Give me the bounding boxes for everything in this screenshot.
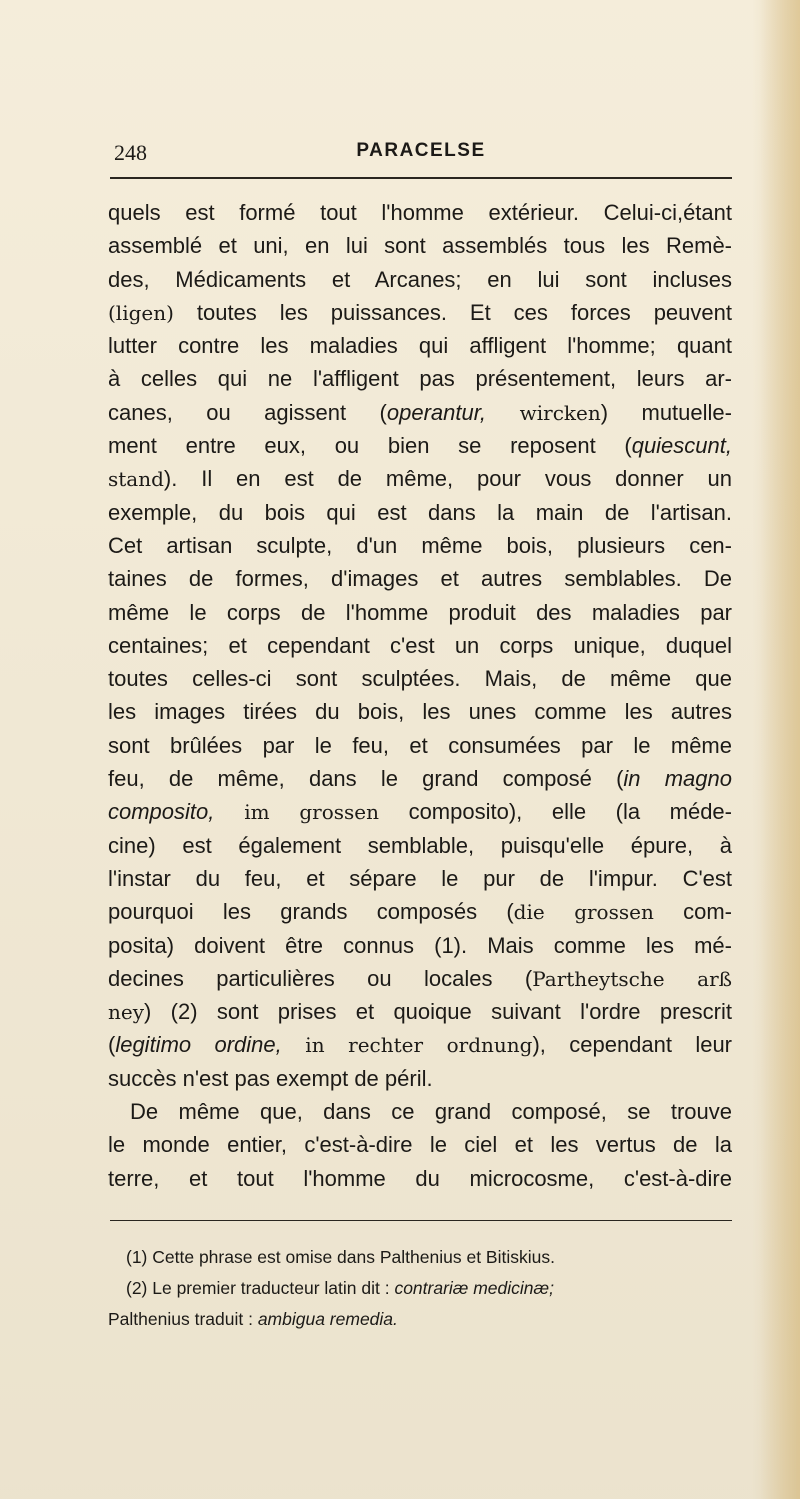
text-span: feu, de même, dans le grand composé ( <box>108 766 624 792</box>
text-span: composito), elle (la méde- <box>379 799 732 825</box>
text-line: les images tirées du bois, les unes comme les autres <box>108 699 732 725</box>
text-line: à celles qui ne l'affligent pas présentement, leurs ar- <box>108 366 732 392</box>
text-line: lutter contre les maladies qui affligent l'homme; quant <box>108 333 732 359</box>
german-term: wircken <box>485 400 601 425</box>
page-number: 248 <box>114 140 147 165</box>
footnote-2 <box>108 1273 732 1304</box>
latin-term: operantur, <box>386 399 486 425</box>
text-line <box>108 995 732 1028</box>
header-rule <box>110 177 732 179</box>
text-line: Cet artisan sculpte, d'un même bois, plusieurs cen- <box>108 532 732 558</box>
german-term: (ligen) <box>108 300 174 325</box>
text-line: quels est formé tout l'homme extérieur. Celui-ci,étant <box>108 200 732 225</box>
text-line: l'instar du feu, et sépare le pur de l'impur. C'est <box>108 865 732 891</box>
text-line <box>108 962 732 995</box>
german-term: ney <box>108 1000 145 1025</box>
text-line <box>108 429 732 462</box>
text-span: com- <box>653 899 733 925</box>
text-line: taines de formes, d'images et autres semblables. De <box>108 566 732 592</box>
text-span: ), cependant leur <box>532 1032 733 1058</box>
text-line <box>108 895 732 928</box>
latin-term: composito, <box>108 799 215 825</box>
text-span: Palthenius traduit : <box>108 1309 258 1329</box>
footnotes <box>108 1242 732 1335</box>
text-line: cine) est également semblable, puisqu'elle épure, à <box>108 832 732 858</box>
text-line: assemblé et uni, en lui sont assemblés tous les Remè- <box>108 233 732 259</box>
page-header <box>110 140 732 170</box>
latin-term: legitimo ordine, <box>115 1032 282 1058</box>
footnote-1: (1) Cette phrase est omise dans Palthenius et Bitiskius. <box>126 1247 555 1267</box>
text-span: ) (2) sont prises et quoique suivant l'ordre prescrit <box>144 999 732 1025</box>
latin-term: ambigua remedia. <box>257 1309 398 1329</box>
text-line: même le corps de l'homme produit des maladies par <box>108 599 732 625</box>
text-line <box>108 296 732 329</box>
text-span: ment entre eux, ou bien se reposent ( <box>108 433 632 459</box>
footnote-rule <box>110 1220 732 1221</box>
text-line: toutes celles-ci sont sculptées. Mais, de même que <box>108 666 732 692</box>
german-term: stand <box>108 467 164 492</box>
text-span: ( <box>108 1032 116 1058</box>
german-term: in rechter ordnung <box>281 1033 533 1058</box>
text-line: centaines; et cependant c'est un corps unique, duquel <box>108 632 732 658</box>
text-line: posita) doivent être connus (1). Mais comme les mé- <box>108 932 732 958</box>
text-line <box>108 795 732 828</box>
text-line: des, Médicaments et Arcanes; en lui sont incluses <box>108 266 732 292</box>
german-term: im grossen <box>214 800 380 825</box>
latin-term: in magno <box>623 766 732 792</box>
running-title: PARACELSE <box>356 140 486 161</box>
text-line: le monde entier, c'est-à-dire le ciel et les vertus de la <box>108 1132 732 1158</box>
latin-term: quiescunt, <box>631 433 732 459</box>
text-line <box>108 1028 732 1061</box>
text-span: ). Il en est de même, pour vous donner un <box>163 466 732 492</box>
text-span: ) mutuelle- <box>600 399 732 425</box>
text-line <box>108 762 732 795</box>
text-line: De même que, dans ce grand composé, se trouve <box>130 1099 732 1125</box>
page-edge-stain <box>760 0 800 1499</box>
text-line <box>108 462 732 495</box>
text-line: sont brûlées par le feu, et consumées par le même <box>108 732 732 758</box>
latin-term: contrariæ medicinæ; <box>394 1278 554 1298</box>
text-span: pourquoi les grands composés ( <box>108 899 514 925</box>
main-text <box>108 196 732 1195</box>
text-line: succès n'est pas exempt de péril. <box>108 1065 433 1091</box>
german-term: Partheytsche arß <box>532 966 732 991</box>
text-line <box>108 396 732 429</box>
text-span: (2) Le premier traducteur latin dit : <box>126 1278 395 1298</box>
german-term: die grossen <box>513 900 654 925</box>
text-line: exemple, du bois qui est dans la main de l'artisan. <box>108 499 732 525</box>
text-span: canes, ou agissent ( <box>108 399 387 425</box>
text-line: terre, et tout l'homme du microcosme, c'est-à-dire <box>108 1165 732 1191</box>
text-span: decines particulières ou locales ( <box>108 965 533 991</box>
footnote-2-cont <box>108 1304 732 1335</box>
text-span: toutes les puissances. Et ces forces peuvent <box>173 299 732 325</box>
